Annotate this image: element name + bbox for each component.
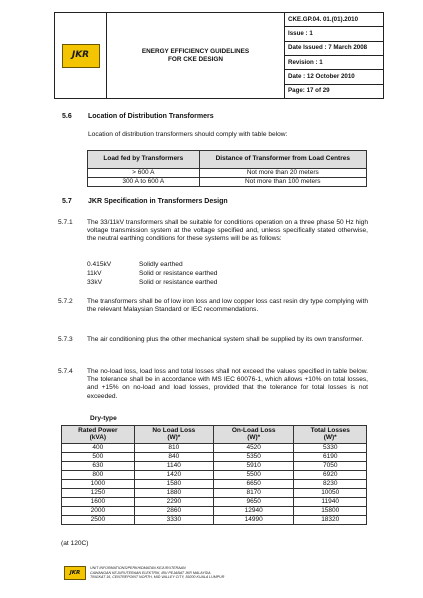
- header-line: (kVA): [89, 433, 107, 441]
- table-cell: 15800: [294, 507, 367, 516]
- table-row: [62, 516, 367, 525]
- table-cell: 4520: [213, 444, 294, 453]
- header-line: Total Losses: [310, 426, 350, 434]
- table-cell: 11940: [294, 498, 367, 507]
- table-cell: 8170: [213, 489, 294, 498]
- table-cell: 400: [62, 444, 135, 453]
- location-table-header: Load fed by Transformers: [88, 151, 200, 169]
- table-cell: 12940: [213, 507, 294, 516]
- jkr-logo-text: JKR: [71, 49, 90, 60]
- table-cell: 500: [62, 453, 135, 462]
- location-table: [87, 150, 367, 187]
- loss-table-body: [62, 444, 367, 525]
- table-cell: 300 A to 600 A: [88, 178, 200, 187]
- date-issued: Date Issued : 7 March 2008: [285, 42, 383, 56]
- table-cell: 5500: [213, 471, 294, 480]
- table-row: [62, 489, 367, 498]
- clause-5-7-4: [58, 368, 368, 408]
- page-footer: [64, 563, 364, 583]
- doc-ref: CKE.GP.04. 01.(01).2010: [285, 13, 383, 27]
- table-row: [62, 453, 367, 462]
- table-cell: 630: [62, 462, 135, 471]
- issue: Issue : 1: [285, 27, 383, 41]
- table-cell: 3330: [134, 516, 213, 525]
- table-cell: 840: [134, 453, 213, 462]
- header-line: No Load Loss: [152, 426, 196, 434]
- table-cell: 5910: [213, 462, 294, 471]
- header-line: (W)*: [247, 433, 261, 441]
- table-cell: 5350: [213, 453, 294, 462]
- table-cell: 8230: [294, 480, 367, 489]
- table-cell: 1580: [134, 480, 213, 489]
- table-cell: 1140: [134, 462, 213, 471]
- clause-5-7-2: [58, 298, 368, 328]
- table-cell: 6650: [213, 480, 294, 489]
- loss-table-header: [134, 426, 213, 444]
- footer-jkr-logo: [64, 566, 86, 580]
- clause-text: The transformers shall be of low iron loss and low copper loss cast resin dry type complying with the relevant Malaysian Standard or IEC recommendations.: [87, 298, 368, 314]
- earthing-voltage: 33kV: [87, 279, 103, 286]
- clause-number: 5.7.3: [58, 336, 73, 343]
- table-cell: 2500: [62, 516, 135, 525]
- table-cell: 1000: [62, 480, 135, 489]
- loss-table: [61, 425, 367, 525]
- section-title: JKR Specification in Transformers Design: [88, 198, 228, 205]
- table-row: [62, 498, 367, 507]
- footer-line: CAWANGAN KEJURUTERAAN ELEKTRIK, IBU PEJABAT JKR MALAYSIA: [90, 570, 211, 575]
- clause-text: The air conditioning plus the other mechanical system shall be supplied by its own transformer.: [87, 336, 364, 343]
- table-cell: 9650: [213, 498, 294, 507]
- table-row: [88, 178, 367, 187]
- table-cell: Not more than 100 meters: [199, 178, 366, 187]
- header-line: On-Load Loss: [231, 426, 276, 434]
- section-5-7-heading: [62, 198, 362, 208]
- table-cell: 2290: [134, 498, 213, 507]
- section-title: Location of Distribution Transformers: [88, 113, 214, 120]
- jkr-logo: [62, 44, 100, 68]
- table-row: [62, 480, 367, 489]
- earthing-condition: Solid or resistance earthed: [139, 270, 218, 277]
- table-row: [62, 471, 367, 480]
- table-cell: 7050: [294, 462, 367, 471]
- earthing-condition: Solid or resistance earthed: [139, 279, 218, 286]
- table-cell: 810: [134, 444, 213, 453]
- table-cell: 1600: [62, 498, 135, 507]
- table-row: [62, 462, 367, 471]
- section-5-6-heading: [62, 113, 362, 123]
- date: Date : 12 October 2010: [285, 70, 383, 84]
- earthing-voltage: 0.415kV: [87, 261, 112, 268]
- section-number: 5.7: [62, 198, 72, 205]
- loss-table-footnote: (at 120C): [61, 540, 89, 547]
- loss-table-header: [213, 426, 294, 444]
- earthing-list: [87, 261, 287, 291]
- clause-5-7-3: [58, 336, 368, 356]
- document-header: [54, 12, 384, 99]
- loss-table-header: [294, 426, 367, 444]
- table-cell: 18320: [294, 516, 367, 525]
- footer-line: TINGKAT 16, CENTREPOINT NORTH, MID VALLEY CITY, 59200 KUALA LUMPUR: [90, 575, 225, 580]
- header-title-line2: FOR CKE DESIGN: [167, 55, 224, 63]
- page-number: Page: 17 of 29: [288, 87, 330, 95]
- earthing-condition: Solidly earthed: [139, 261, 183, 268]
- table-cell: 6190: [294, 453, 367, 462]
- table-cell: 1420: [134, 471, 213, 480]
- location-table-header: Distance of Transformer from Load Centres: [199, 151, 366, 169]
- header-line: (W)*: [167, 433, 181, 441]
- table-cell: 10050: [294, 489, 367, 498]
- clause-text: The 33/11kV transformers shall be suitable for conditions operation on a three phase 50 Hz high voltage transmission system at the voltage specified and, unless specifically stated otherwise, the neutral earthing conditions for these systems will be as follows:: [87, 219, 368, 243]
- table-cell: Not more than 20 meters: [199, 169, 366, 178]
- footer-address: [90, 566, 224, 580]
- loss-table-caption: Dry-type: [90, 415, 117, 422]
- header-line: Rated Power: [78, 426, 118, 434]
- header-logo-cell: [55, 13, 107, 98]
- header-title: [107, 13, 285, 98]
- clause-5-7-1: [58, 219, 368, 259]
- footer-logo-text: JKR: [69, 569, 81, 576]
- table-cell: 5330: [294, 444, 367, 453]
- table-cell: 6920: [294, 471, 367, 480]
- table-cell: 2860: [134, 507, 213, 516]
- table-row: [62, 444, 367, 453]
- revision: Revision : 1: [285, 56, 383, 70]
- table-row: [62, 507, 367, 516]
- table-cell: 14990: [213, 516, 294, 525]
- table-cell: 1880: [134, 489, 213, 498]
- clause-text: The no-load loss, load loss and total losses shall not exceed the values specified in table below. The tolerance shall be in accordance with MS IEC 60076-1, which allows +10% on total losses, and +15% on no-load and load losses, provided that the tolerance for total losses is not exceeded.: [87, 368, 368, 400]
- header-line: (W)*: [323, 433, 337, 441]
- loss-table-header: [62, 426, 135, 444]
- clause-number: 5.7.2: [58, 298, 73, 305]
- table-cell: > 600 A: [88, 169, 200, 178]
- table-cell: 1250: [62, 489, 135, 498]
- section-5-6-intro: Location of distribution transformers should comply with table below:: [88, 131, 288, 138]
- section-number: 5.6: [62, 113, 72, 120]
- header-title-line1: ENERGY EFFICIENCY GUIDELINES: [141, 47, 250, 55]
- table-row: [88, 169, 367, 178]
- table-cell: 800: [62, 471, 135, 480]
- clause-number: 5.7.4: [58, 368, 73, 375]
- header-meta: [285, 13, 383, 98]
- earthing-voltage: 11kV: [87, 270, 102, 277]
- footer-line: UNIT INFORMATIONS/PERKHIDMATAN KEJURUTERAAN: [90, 565, 186, 570]
- clause-number: 5.7.1: [58, 219, 73, 226]
- table-cell: 2000: [62, 507, 135, 516]
